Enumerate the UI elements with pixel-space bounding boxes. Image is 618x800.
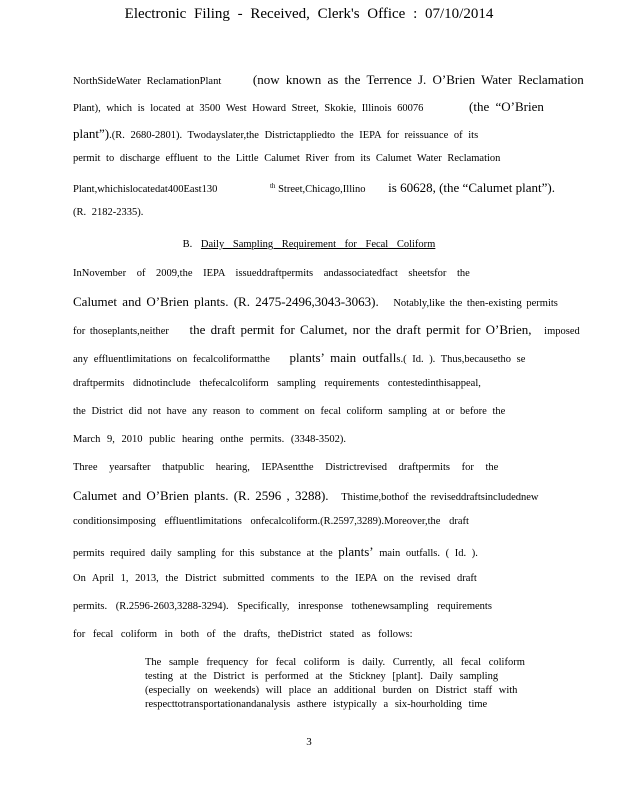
text-run: Plant), which is located at 3500 West Howard Street, Skokie, Illinois 60076 bbox=[73, 103, 424, 114]
text-run: Calumet and O’Brien plants. (R. 2596 , 3288). bbox=[73, 488, 329, 503]
section-title: Daily Sampling Requirement for Fecal Coliform bbox=[200, 239, 436, 250]
text-line bbox=[73, 544, 553, 560]
text-run: Notably,like the then-existing permits bbox=[393, 298, 558, 309]
text-run: Street,Chicago,Illino bbox=[278, 184, 366, 195]
text-run: plants’ bbox=[338, 544, 374, 559]
text-line bbox=[73, 406, 553, 417]
text-run: March 9, 2010 public hearing onthe permits. (3348-3502). bbox=[73, 434, 346, 445]
text-line bbox=[73, 322, 580, 338]
text-line bbox=[73, 434, 553, 445]
text-run: conditionsimposing effluentlimitations onfecalcoliform.(R.2597,3289).Moreover,the draft bbox=[73, 516, 469, 527]
text-run: the District did not have any reason to comment on fecal coliform sampling at or before the bbox=[73, 406, 506, 417]
text-line bbox=[73, 350, 553, 366]
text-line bbox=[73, 378, 553, 389]
text-run: main outfalls. ( Id. ). bbox=[379, 548, 478, 559]
text-line bbox=[73, 180, 553, 196]
block-quote-line: respecttotransportationandanalysis asthere istypically a six-hourholding time bbox=[145, 699, 488, 710]
text-run: is 60628, (the “Calumet plant”). bbox=[388, 180, 555, 195]
text-line bbox=[73, 99, 553, 115]
text-run: NorthSideWater ReclamationPlant bbox=[73, 76, 222, 87]
section-heading bbox=[0, 239, 618, 250]
text-run: the draft permit for Calumet, nor the draft permit for O’Brien, bbox=[189, 322, 532, 337]
text-run: (now known as the Terrence J. O’Brien Water Reclamation bbox=[252, 72, 584, 87]
text-run: Plant,whichislocatedat400East130 bbox=[73, 184, 218, 195]
text-line bbox=[73, 72, 584, 88]
text-line bbox=[73, 516, 553, 527]
text-run: plants’ main outfall bbox=[289, 350, 397, 365]
text-run: s.( Id. ). Thus,becausetho se bbox=[396, 354, 526, 365]
text-run: imposed bbox=[544, 326, 580, 337]
block-quote-line: The sample frequency for fecal coliform is daily. Currently, all fecal coliform bbox=[145, 657, 525, 668]
text-line bbox=[73, 268, 553, 279]
page-number: 3 bbox=[306, 736, 312, 748]
block-quote-line: (especially on weekends) will place an additional burden on District staff with bbox=[145, 685, 518, 696]
text-run: InNovember of 2009,the IEPA issueddraftpermits andassociatedfact sheetsfor the bbox=[73, 268, 470, 279]
text-run: Calumet and O’Brien plants. (R. 2475-2496,3043-3063). bbox=[73, 294, 379, 309]
text-line bbox=[73, 126, 553, 142]
text-run: (the “O’Brien bbox=[469, 99, 544, 114]
text-run: (R. 2182-2335). bbox=[73, 207, 144, 218]
text-run: permit to discharge effluent to the Little Calumet River from its Calumet Water Reclamation bbox=[73, 153, 501, 164]
text-line bbox=[73, 573, 553, 584]
text-line bbox=[73, 294, 558, 310]
superscript: th bbox=[269, 181, 276, 190]
text-line bbox=[73, 629, 553, 640]
text-run: On April 1, 2013, the District submitted comments to the IEPA on the revised draft bbox=[73, 573, 477, 584]
text-line bbox=[73, 488, 553, 504]
text-run: draftpermits didnotinclude thefecalcoliform sampling requirements contestedinthisappeal, bbox=[73, 378, 481, 389]
text-line bbox=[73, 153, 553, 164]
text-run: permits required daily sampling for this substance at the bbox=[73, 548, 333, 559]
text-line bbox=[73, 462, 553, 473]
section-label: B. bbox=[182, 239, 193, 250]
text-run: Three yearsafter thatpublic hearing, IEPAsentthe Districtrevised draftpermits for the bbox=[73, 462, 499, 473]
text-line bbox=[73, 207, 553, 218]
text-run: for thoseplants,neither bbox=[73, 326, 169, 337]
text-run: .(R. 2680-2801). Twodayslater,the Districtappliedto the IEPA for reissuance of its bbox=[109, 130, 479, 141]
text-run: for fecal coliform in both of the drafts, theDistrict stated as follows: bbox=[73, 629, 413, 640]
text-line bbox=[73, 601, 553, 612]
text-run: any effluentlimitations on fecalcoliformatthe bbox=[73, 354, 270, 365]
text-run: plant”) bbox=[73, 126, 110, 141]
text-run: permits. (R.2596-2603,3288-3294). Specifically, inresponse tothenewsampling requirements bbox=[73, 601, 492, 612]
filing-header: Electronic Filing - Received, Clerk's Office : 07/10/2014 bbox=[124, 6, 494, 22]
block-quote-line: testing at the District is performed at the Stickney [plant]. Daily sampling bbox=[145, 671, 499, 682]
text-run: Thistime,bothof the reviseddraftsincludednew bbox=[341, 492, 539, 503]
